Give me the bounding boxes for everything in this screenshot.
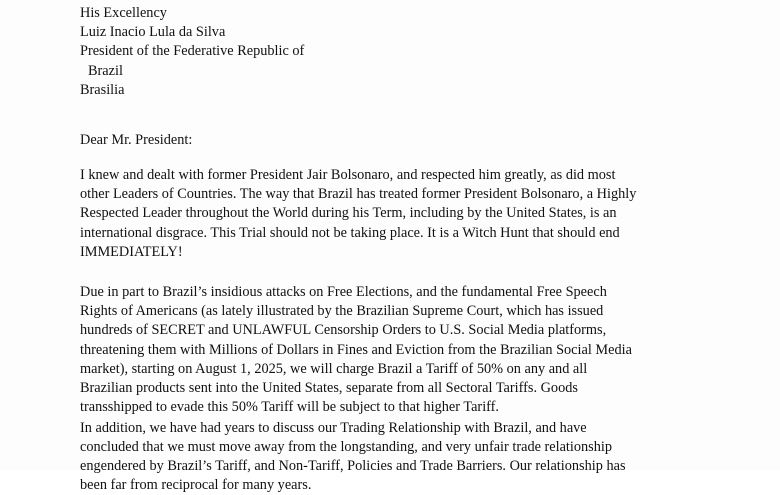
paragraph-1 xyxy=(80,166,760,262)
address-line: Brasilia xyxy=(80,81,125,98)
address-line: Luiz Inacio Lula da Silva xyxy=(80,24,226,41)
paragraph-line: Brazilian products sent into the United States, separate from all Sectoral Tariffs. Goods xyxy=(80,380,578,397)
clipped-bottom-text xyxy=(0,456,780,494)
paragraph-line: In addition, we have had years to discuss our Trading Relationship with Brazil, and have xyxy=(80,420,587,436)
paragraph-line: IMMEDIATELY! xyxy=(80,243,183,260)
salutation: Dear Mr. President: xyxy=(80,132,193,148)
paragraph-line: international disgrace. This Trial should not be taking place. It is a Witch Hunt that should end xyxy=(80,224,620,241)
address-line: President of the Federative Republic of xyxy=(80,43,305,60)
paragraph-line: concluded that we must move away from the longstanding, and very unfair trade relationship xyxy=(80,439,613,456)
address-line: Brazil xyxy=(88,62,123,79)
paragraph-line: engendered by Brazil’s Tariff, and Non-Tariff, Policies and Trade Barriers. Our relationship has xyxy=(80,458,626,474)
paragraph-line: threatening them with Millions of Dollars in Fines and Eviction from the Brazilian Social Media xyxy=(80,341,632,358)
address-line: His Excellency xyxy=(80,5,167,21)
paragraph-3-continued xyxy=(80,457,760,495)
paragraph-line: hundreds of SECRET and UNLAWFUL Censorship Orders to U.S. Social Media platforms, xyxy=(80,322,607,339)
paragraph-2 xyxy=(80,283,760,417)
paragraph-line: Rights of Americans (as lately illustrated by the Brazilian Supreme Court, which has issued xyxy=(80,303,604,320)
recipient-address xyxy=(80,4,304,100)
paragraph-line: market), starting on August 1, 2025, we will charge Brazil a Tariff of 50% on any and all xyxy=(80,360,588,377)
paragraph-line: been far from reciprocal for many years. xyxy=(80,477,312,494)
paragraph-line: other Leaders of Countries. The way that Brazil has treated former President Bolsonaro, a Highly xyxy=(80,186,637,203)
paragraph-3 xyxy=(80,419,760,457)
paragraph-line: transshipped to evade this 50% Tariff will be subject to that higher Tariff. xyxy=(80,399,499,416)
paragraph-line: Due in part to Brazil’s insidious attacks on Free Elections, and the fundamental Free Speech xyxy=(80,284,607,300)
paragraph-line: Respected Leader throughout the World during his Term, including by the United States, is an xyxy=(80,205,617,222)
paragraph-line: I knew and dealt with former President Jair Bolsonaro, and respected him greatly, as did most xyxy=(80,167,616,183)
